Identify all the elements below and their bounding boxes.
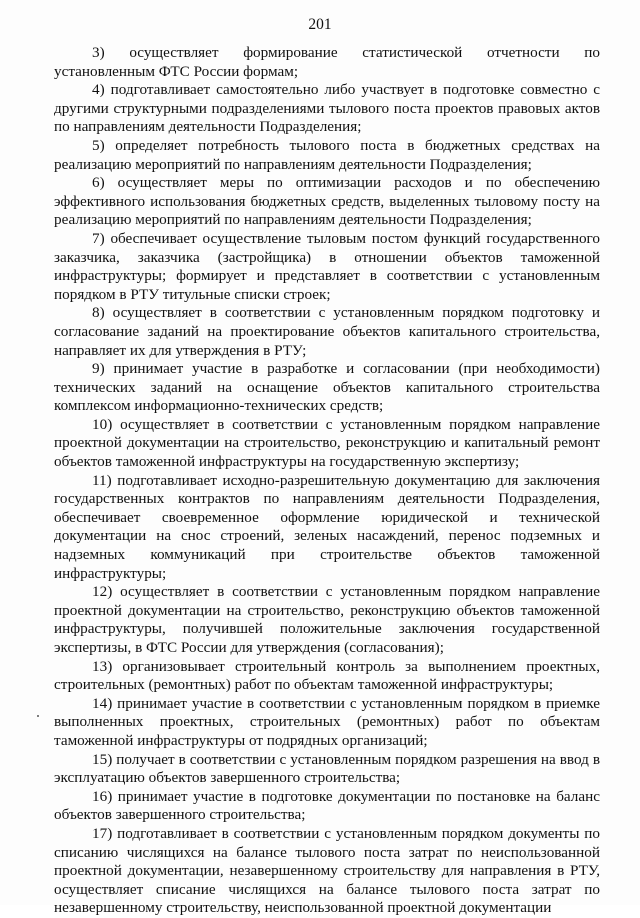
paragraph-item-9: 9) принимает участие в разработке и согласовании (при необходимости) технических заданий на оснащение объектов капитального строительства комплексом информационно-технических средств; (54, 360, 600, 415)
paragraph-item-3: 3) осуществляет формирование статистической отчетности по установленным ФТС России формам; (54, 44, 600, 80)
paragraph-item-14: 14) принимает участие в соответствии с установленным порядком в приемке выполненных проектных, строительных (ремонтных) работ по объектам таможенной инфраструктуры от подрядных организаций; (54, 694, 600, 749)
paragraph-item-16: 16) принимает участие в подготовке документации по постановке на баланс объектов завершенного строительства; (54, 787, 600, 824)
page-number: 201 (308, 16, 332, 33)
paragraph-item-12: 12) осуществляет в соответствии с установленным порядком направление проектной документации на строительство, реконструкцию объектов таможенной инфраструктуры, получившей положительные заключения государственной экспертизы, в ФТС России для утверждения (согласования); (54, 583, 600, 656)
paragraph-item-5: 5) определяет потребность тылового поста в бюджетных средствах на реализацию мероприятий по направлениям деятельности Подразделения; (54, 136, 600, 173)
document-body (54, 44, 600, 918)
paragraph-item-10: 10) осуществляет в соответствии с установленным порядком направление проектной документации на строительство, реконструкцию и капитальный ремонт объектов таможенной инфраструктуры на государственную экспертизу; (54, 415, 600, 471)
paragraph-item-4: 4) подготавливает самостоятельно либо участвует в подготовке совместно с другими структурными подразделениями тылового поста проектов правовых актов по направлениям деятельности Подразделения; (54, 81, 600, 136)
paragraph-item-17: 17) подготавливает в соответствии с установленным порядком документы по списанию числящихся на балансе тылового поста затрат по неиспользованной проектной документации, незавершенному строительству для направления в РТУ, осуществляет списание числящихся на балансе тылового поста затрат по незавершенному строительству, неиспользованной проектной документации (54, 824, 600, 917)
paragraph-item-15: 15) получает в соответствии с установленным порядком разрешения на ввод в эксплуатацию объектов завершенного строительства; (54, 750, 600, 787)
paragraph-item-8: 8) осуществляет в соответствии с установленным порядком подготовку и согласование заданий на проектирование объектов капитального строительства, направляет их для утверждения в РТУ; (54, 304, 600, 359)
paragraph-item-13: 13) организовывает строительный контроль за выполнением проектных, строительных (ремонтных) работ по объектам таможенной инфраструктуры; (54, 657, 600, 694)
paragraph-item-11: 11) подготавливает исходно-разрешительную документацию для заключения государственных контрактов по направлениям деятельности Подразделения, обеспечивает своевременное оформление юридической и технической документации на снос строений, зеленых насаждений, перенос подземных и надземных коммуникаций при строительстве объектов таможенной инфраструктуры; (54, 471, 600, 582)
scan-speck (37, 715, 39, 717)
paragraph-item-7: 7) обеспечивает осуществление тыловым постом функций государственного заказчика, заказчика (застройщика) в отношении объектов таможенной инфраструктуры; формирует и представляет в соответствии с установленным порядком в РТУ титульные списки строек; (54, 229, 600, 303)
paragraph-item-6: 6) осуществляет меры по оптимизации расходов и по обеспечению эффективного использования бюджетных средств, выделенных тыловому посту на реализацию мероприятий по направлениям деятельности Подразделения; (54, 174, 600, 229)
